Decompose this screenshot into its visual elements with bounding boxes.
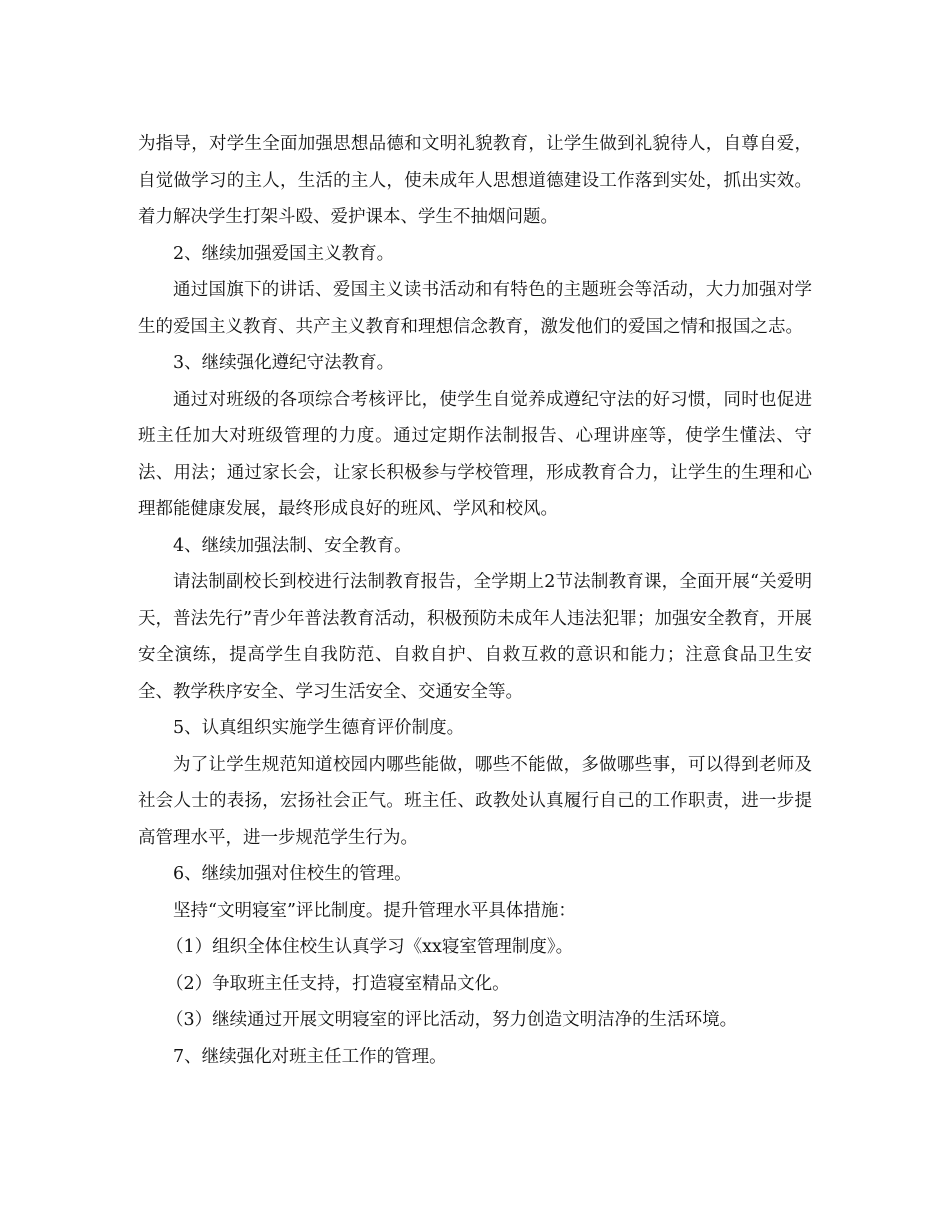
section-heading-class-teacher: 7、继续强化对班主任工作的管理。 <box>173 1046 447 1067</box>
list-item-measure-1: （1）组织全体住校生认真学习《xx寝室管理制度》。 <box>166 937 574 957</box>
document-body <box>138 126 812 1075</box>
list-item-measure-2: （2）争取班主任支持，打造寝室精品文化。 <box>166 973 510 994</box>
paragraph-civilized-dormitory: 坚持“文明寝室”评比制度。提升管理水平具体措施： <box>173 900 576 921</box>
paragraph-moral-education-continuation: 为指导，对学生全面加强思想品德和文明礼貌教育，让学生做到礼貌待人，自尊自爱，自觉做学习的主人，生活的主人，使未成年人思想道德建设工作落到实处，抓出实效。着力解决学生打架斗殴、爱护课本、学生不抽烟问题。 <box>138 134 812 227</box>
section-heading-boarding-students: 6、继续加强对住校生的管理。 <box>173 864 412 884</box>
section-heading-legal-safety: 4、继续加强法制、安全教育。 <box>173 535 412 556</box>
paragraph-moral-evaluation: 为了让学生规范知道校园内哪些能做，哪些不能做，多做哪些事，可以得到老师及社会人士的表扬，宏扬社会正气。班主任、政教处认真履行自己的工作职责，进一步提高管理水平，进一步规范学生行为。 <box>138 754 812 848</box>
section-heading-moral-evaluation: 5、认真组织实施学生德育评价制度。 <box>173 718 465 738</box>
list-item-measure-3: （3）继续通过开展文明寝室的评比活动，努力创造文明洁净的生活环境。 <box>166 1010 738 1030</box>
paragraph-law-discipline: 通过对班级的各项综合考核评比，使学生自觉养成遵纪守法的好习惯，同时也促进班主任加大对班级管理的力度。通过定期作法制报告、心理讲座等，使学生懂法、守法、用法；通过家长会，让家长积极参与学校管理，形成教育合力，让学生的生理和心理都能健康发展，最终形成良好的班风、学风和校风。 <box>138 389 812 519</box>
paragraph-patriotism: 通过国旗下的讲话、爱国主义读书活动和有特色的主题班会等活动，大力加强对学生的爱国主义教育、共产主义教育和理想信念教育，激发他们的爱国之情和报国之志。 <box>138 280 812 337</box>
section-heading-patriotism: 2、继续加强爱国主义教育。 <box>173 243 395 264</box>
paragraph-legal-safety: 请法制副校长到校进行法制教育报告，全学期上2节法制教育课，全面开展“关爱明天，普法先行”青少年普法教育活动，积极预防未成年人违法犯罪；加强安全教育，开展安全演练，提高学生自我防范、自救自护、自救互救的意识和能力；注意食品卫生安全、教学秩序安全、学习生活安全、交通安全等。 <box>138 572 812 702</box>
section-heading-law-discipline: 3、继续强化遵纪守法教育。 <box>173 353 395 373</box>
